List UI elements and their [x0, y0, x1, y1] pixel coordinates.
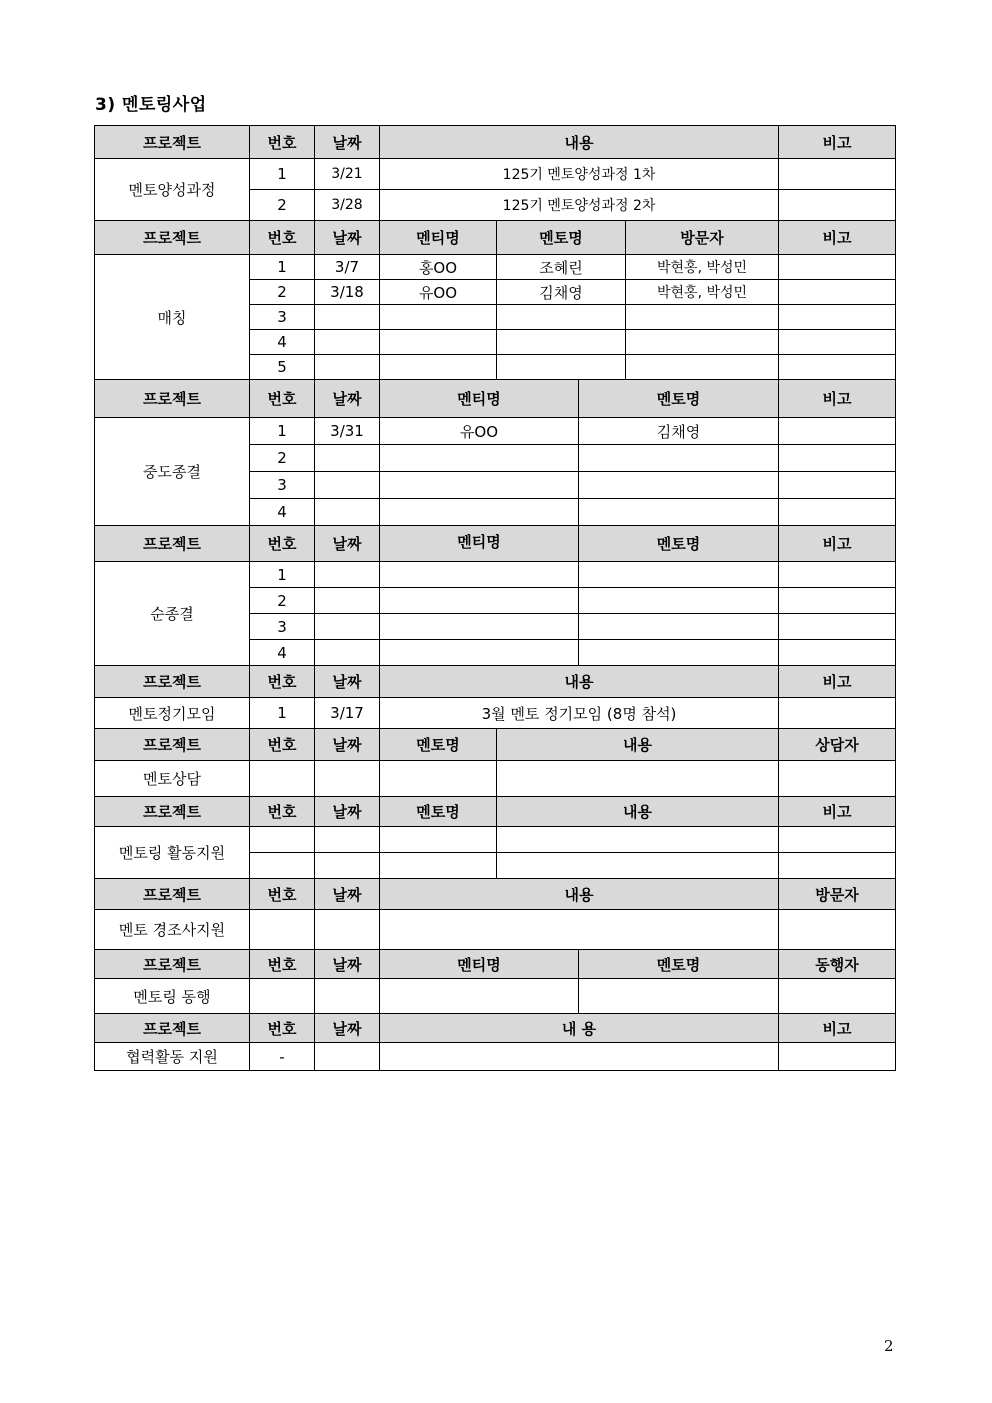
- row-mentee: [380, 355, 497, 380]
- row-note: [779, 499, 896, 526]
- row-mentor: [579, 445, 779, 472]
- header-note: 비고: [779, 666, 896, 698]
- row-mentor: [579, 640, 779, 666]
- header-content: 내 용: [380, 1014, 779, 1043]
- row-number: 1: [250, 698, 315, 729]
- row-mentor: [579, 979, 779, 1014]
- row-mentee: [380, 614, 579, 640]
- table-row: [95, 255, 896, 280]
- header-date: 날짜: [315, 797, 380, 827]
- header-visitor: 방문자: [779, 879, 896, 910]
- row-date: 3/21: [315, 159, 380, 190]
- row-note: [779, 445, 896, 472]
- section-title: 3) 멘토링사업: [95, 95, 207, 115]
- row-mentor: [380, 827, 497, 853]
- row-date: 3/28: [315, 190, 380, 221]
- header-row: [95, 221, 896, 255]
- header-project: 프로젝트: [95, 380, 250, 418]
- row-companion: [779, 979, 896, 1014]
- table-row: [95, 698, 896, 729]
- table-row: [95, 979, 896, 1014]
- header-number: 번호: [250, 950, 315, 979]
- row-number: 3: [250, 472, 315, 499]
- row-date: [315, 979, 380, 1014]
- row-date: [315, 499, 380, 526]
- header-note: 비고: [779, 221, 896, 255]
- row-number: 4: [250, 499, 315, 526]
- header-project: 프로젝트: [95, 221, 250, 255]
- project-name: 멘토정기모임: [95, 698, 250, 729]
- row-date: [315, 355, 380, 380]
- row-mentor: 김채영: [497, 280, 626, 305]
- header-mentor: 멘토명: [497, 221, 626, 255]
- row-date: [315, 614, 380, 640]
- row-number: [250, 910, 315, 950]
- header-note: 비고: [779, 797, 896, 827]
- header-content: 내용: [380, 879, 779, 910]
- table-row: [95, 761, 896, 797]
- row-mentor: [579, 614, 779, 640]
- row-content: 125기 멘토양성과정 2차: [380, 190, 779, 221]
- header-companion: 동행자: [779, 950, 896, 979]
- header-row: [95, 797, 896, 827]
- row-mentor: [497, 355, 626, 380]
- header-project: 프로젝트: [95, 879, 250, 910]
- project-name: 멘토 경조사지원: [95, 910, 250, 950]
- row-note: [779, 305, 896, 330]
- row-mentee: [380, 445, 579, 472]
- row-mentor: [497, 330, 626, 355]
- table-row: [95, 159, 896, 190]
- row-number: [250, 761, 315, 797]
- project-name: 협력활동 지원: [95, 1043, 250, 1071]
- row-note: [779, 1043, 896, 1071]
- header-mentee: 멘티명: [380, 380, 579, 418]
- mentoring-table: [94, 125, 896, 1071]
- header-note: 비고: [779, 526, 896, 562]
- row-visitor: 박현홍, 박성민: [626, 255, 779, 280]
- row-date: [315, 761, 380, 797]
- header-number: 번호: [250, 797, 315, 827]
- row-mentee: [380, 979, 579, 1014]
- header-number: 번호: [250, 879, 315, 910]
- row-date: [315, 910, 380, 950]
- header-row: [95, 126, 896, 159]
- row-note: [779, 853, 896, 879]
- header-row: [95, 950, 896, 979]
- row-mentor: [579, 588, 779, 614]
- header-number: 번호: [250, 666, 315, 698]
- row-mentee: [380, 588, 579, 614]
- row-mentee: [380, 562, 579, 588]
- row-note: [779, 698, 896, 729]
- header-number: 번호: [250, 729, 315, 761]
- project-name: 멘토링 활동지원: [95, 827, 250, 879]
- row-mentee: [380, 640, 579, 666]
- project-name: 멘토링 동행: [95, 979, 250, 1014]
- table-row: [95, 418, 896, 445]
- header-date: 날짜: [315, 1014, 380, 1043]
- page-number: 2: [884, 1337, 894, 1355]
- row-date: [315, 827, 380, 853]
- row-mentee: [380, 472, 579, 499]
- table-row: [95, 562, 896, 588]
- row-note: [779, 562, 896, 588]
- row-date: [315, 640, 380, 666]
- header-date: 날짜: [315, 380, 380, 418]
- row-note: [779, 827, 896, 853]
- row-number: [250, 827, 315, 853]
- row-number: 4: [250, 330, 315, 355]
- row-date: [315, 588, 380, 614]
- row-mentee: [380, 330, 497, 355]
- row-date: [315, 562, 380, 588]
- header-row: [95, 380, 896, 418]
- row-visitor: [779, 910, 896, 950]
- row-date: 3/17: [315, 698, 380, 729]
- row-number: 1: [250, 255, 315, 280]
- row-mentor: [380, 853, 497, 879]
- header-project: 프로젝트: [95, 950, 250, 979]
- row-visitor: [626, 355, 779, 380]
- header-date: 날짜: [315, 221, 380, 255]
- row-number: 1: [250, 159, 315, 190]
- row-date: [315, 445, 380, 472]
- row-date: 3/7: [315, 255, 380, 280]
- row-mentee: [380, 305, 497, 330]
- project-name: 매칭: [95, 255, 250, 380]
- row-date: [315, 472, 380, 499]
- row-content: [497, 761, 779, 797]
- row-mentor: [579, 499, 779, 526]
- row-number: 1: [250, 562, 315, 588]
- header-date: 날짜: [315, 879, 380, 910]
- header-row: [95, 879, 896, 910]
- row-note: [779, 588, 896, 614]
- project-name: 멘토양성과정: [95, 159, 250, 221]
- row-content: [380, 910, 779, 950]
- row-mentor: [579, 562, 779, 588]
- row-number: 2: [250, 280, 315, 305]
- row-visitor: 박현홍, 박성민: [626, 280, 779, 305]
- header-number: 번호: [250, 1014, 315, 1043]
- row-mentor: [497, 305, 626, 330]
- row-number: 5: [250, 355, 315, 380]
- row-number: 4: [250, 640, 315, 666]
- row-content: [497, 853, 779, 879]
- header-mentor: 멘토명: [579, 380, 779, 418]
- header-row: [95, 666, 896, 698]
- header-row: [95, 526, 896, 562]
- row-mentee: 홍OO: [380, 255, 497, 280]
- row-date: [315, 853, 380, 879]
- header-mentor: 멘토명: [579, 950, 779, 979]
- row-note: [779, 255, 896, 280]
- header-number: 번호: [250, 126, 315, 159]
- project-name: 중도종결: [95, 418, 250, 526]
- row-number: 3: [250, 305, 315, 330]
- table-row: [95, 910, 896, 950]
- row-mentee: 유OO: [380, 418, 579, 445]
- row-note: [779, 640, 896, 666]
- row-content: 125기 멘토양성과정 1차: [380, 159, 779, 190]
- row-mentee: [380, 499, 579, 526]
- row-note: [779, 190, 896, 221]
- header-mentee: 멘티명: [380, 526, 579, 562]
- row-note: [779, 355, 896, 380]
- row-number: 2: [250, 190, 315, 221]
- header-note: 비고: [779, 1014, 896, 1043]
- row-number: 3: [250, 614, 315, 640]
- row-date: [315, 330, 380, 355]
- header-content: 내용: [380, 126, 779, 159]
- table-row: [95, 1043, 896, 1071]
- project-name: 순종결: [95, 562, 250, 666]
- row-number: [250, 979, 315, 1014]
- row-note: [779, 280, 896, 305]
- header-project: 프로젝트: [95, 666, 250, 698]
- row-note: [779, 159, 896, 190]
- row-content: 3월 멘토 정기모임 (8명 참석): [380, 698, 779, 729]
- table-row: [95, 827, 896, 853]
- header-project: 프로젝트: [95, 526, 250, 562]
- header-number: 번호: [250, 526, 315, 562]
- row-mentor: 조혜린: [497, 255, 626, 280]
- header-content: 내용: [497, 797, 779, 827]
- header-project: 프로젝트: [95, 797, 250, 827]
- header-mentee: 멘티명: [380, 221, 497, 255]
- header-mentor: 멘토명: [579, 526, 779, 562]
- row-date: 3/18: [315, 280, 380, 305]
- row-visitor: [626, 305, 779, 330]
- header-mentor: 멘토명: [380, 797, 497, 827]
- row-counselor: [779, 761, 896, 797]
- row-note: [779, 418, 896, 445]
- header-date: 날짜: [315, 526, 380, 562]
- row-mentor: 김채영: [579, 418, 779, 445]
- row-mentor: [579, 472, 779, 499]
- header-row: [95, 1014, 896, 1043]
- row-number: 2: [250, 588, 315, 614]
- project-name: 멘토상담: [95, 761, 250, 797]
- header-project: 프로젝트: [95, 126, 250, 159]
- row-number: [250, 853, 315, 879]
- row-number: 2: [250, 445, 315, 472]
- header-content: 내용: [497, 729, 779, 761]
- row-visitor: [626, 330, 779, 355]
- row-content: [497, 827, 779, 853]
- header-note: 비고: [779, 126, 896, 159]
- header-date: 날짜: [315, 666, 380, 698]
- header-project: 프로젝트: [95, 1014, 250, 1043]
- row-mentor: [380, 761, 497, 797]
- header-date: 날짜: [315, 729, 380, 761]
- header-content: 내용: [380, 666, 779, 698]
- header-counselor: 상담자: [779, 729, 896, 761]
- row-number: 1: [250, 418, 315, 445]
- row-note: [779, 330, 896, 355]
- header-number: 번호: [250, 380, 315, 418]
- header-mentor: 멘토명: [380, 729, 497, 761]
- row-date: 3/31: [315, 418, 380, 445]
- header-mentee: 멘티명: [380, 950, 579, 979]
- row-note: [779, 614, 896, 640]
- row-date: [315, 305, 380, 330]
- header-number: 번호: [250, 221, 315, 255]
- row-number: -: [250, 1043, 315, 1071]
- header-project: 프로젝트: [95, 729, 250, 761]
- header-note: 비고: [779, 380, 896, 418]
- row-date: [315, 1043, 380, 1071]
- header-row: [95, 729, 896, 761]
- row-content: [380, 1043, 779, 1071]
- header-visitor: 방문자: [626, 221, 779, 255]
- header-date: 날짜: [315, 126, 380, 159]
- row-mentee: 유OO: [380, 280, 497, 305]
- header-date: 날짜: [315, 950, 380, 979]
- row-note: [779, 472, 896, 499]
